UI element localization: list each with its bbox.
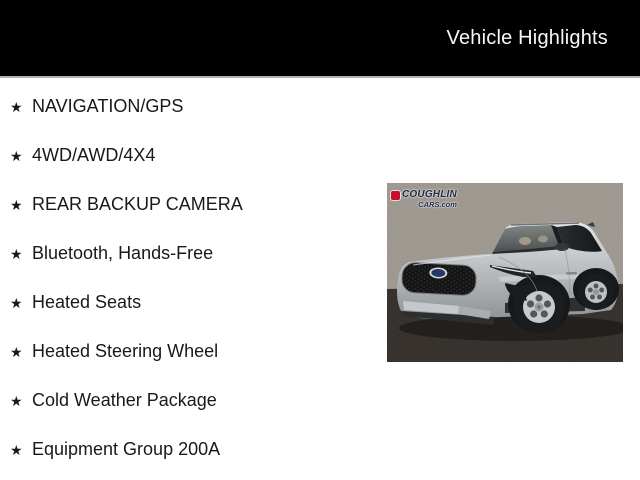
star-bullet-icon: ★	[10, 294, 23, 311]
feature-item	[10, 327, 380, 376]
star-bullet-icon: ★	[10, 196, 23, 213]
star-bullet-icon: ★	[10, 343, 23, 360]
star-bullet-icon: ★	[10, 441, 23, 458]
page-title: Vehicle Highlights	[446, 26, 608, 49]
feature-label: REAR BACKUP CAMERA	[32, 194, 243, 214]
dealer-watermark	[391, 190, 457, 209]
vehicle-photo	[387, 183, 623, 362]
feature-label: Heated Steering Wheel	[32, 341, 219, 361]
feature-item	[10, 425, 380, 474]
title-bar	[0, 0, 640, 78]
watermark-dealer-name: COUGHLIN	[402, 189, 457, 200]
feature-item	[10, 278, 380, 327]
star-bullet-icon: ★	[10, 147, 23, 164]
feature-item	[10, 82, 380, 131]
feature-label: Bluetooth, Hands-Free	[32, 243, 214, 263]
coughlin-logo-icon	[391, 191, 400, 200]
feature-label: Equipment Group 200A	[32, 439, 221, 459]
feature-label: 4WD/AWD/4X4	[32, 145, 156, 165]
feature-item	[10, 376, 380, 425]
feature-label: NAVIGATION/GPS	[32, 96, 184, 116]
feature-list	[0, 80, 380, 474]
feature-label: Cold Weather Package	[32, 390, 217, 410]
watermark-dealer-site: CARS.com	[418, 200, 457, 209]
feature-item	[10, 229, 380, 278]
star-bullet-icon: ★	[10, 98, 23, 115]
feature-item	[10, 131, 380, 180]
star-bullet-icon: ★	[10, 245, 23, 262]
feature-label: Heated Seats	[32, 292, 142, 312]
vehicle-photo-illustration	[387, 183, 623, 362]
star-bullet-icon: ★	[10, 392, 23, 409]
feature-item	[10, 180, 380, 229]
